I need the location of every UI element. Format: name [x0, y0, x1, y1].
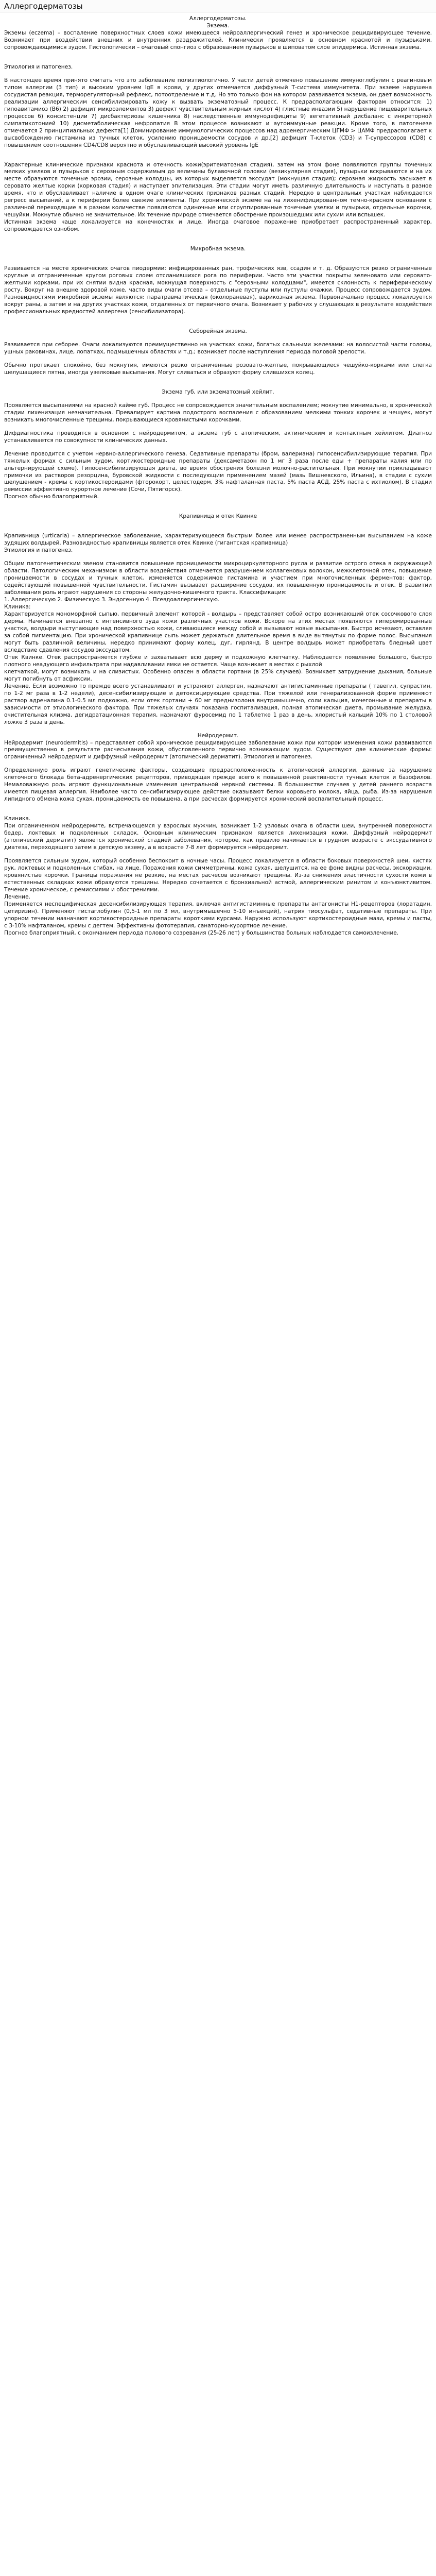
document-heading: Аллергодерматозы. — [189, 15, 247, 22]
urticaria-etiology-paragraph: Общим патогенетическим звеном становится повышение проницаемости микроциркуляторного русла и развитие острого отека в окружающей области. Патологическим механизмом в области воздействия отмечается разрушением коллагеновых волокон, межклеточной отек, повышение проницаемости в сосудах и тучных клеток, изменяется содержимое гистамина и участием при многочисленных ферментов: фактор, содействующий повышенной чувствительности. Гистамин вызывает расширение сосудов, их повышенную проницаемость и отек. В развитии заболевания роль играют нарушения со стороны желудочно-кишечного тракта. Классификация: — [4, 561, 432, 596]
urticaria-etiology-heading: Этиология и патогенез. — [4, 547, 73, 554]
document-body — [0, 12, 436, 947]
neurodermitis-prognosis: Прогноз благоприятный, с окончанием периода полового созревания (25-26 лет) у большинства больных наблюдается самоизлечение. — [4, 929, 399, 936]
section-heading-microbial: Микробная экзема. — [190, 246, 246, 252]
etiology-paragraph: В настоящее время принято считать что это заболевание полиэтиологично. У части детей отмечено повышение иммуноглобулин с реагиновым типом аллергии (3 тип) и высоким уровнем IgE в крови, у других отмечается диффузный Т-система иммунитета. При экземе нарушена сосудистая реакция, терморегуляторный рефлекс, потоотделение и т.д. Но это только фон на котором развивается экзема, он дает возможность реализации аллергическим сенсибилизировать кожу к вызвать экзематозный процесс. К предрасполагающим факторам относится: 1) гипоавитамиоз (В6) 2) дефицит микроэлементов 3) дефект чувствительным жирных кислот 4) глистные инвазии 5) нарушение пищеварительных процессов 6) консистенции 7) дисбактериозы кишечника 8) наследственные иммунодефициты 9) вегетативный дисбаланс с инкреторной симпатикотонией 10) дисметаболическая нефропатия В этом процессе возникают и аутоиммунные реакции. Кроме того, в патогенезе отмечается 2 принципиальных дефекта[1] Доминирование иммунологических процессов над адренергическим ЦГМФ > ЦАМФ предрасполагает к высвобождению гистамина из тучных клеток, усилению проницаемости сосудов и др.[2] дефицит Т-клеток (CD3) и Т-супрессоров (CD8) с повышением соотношения CD4/CD8 вероятно и обуславливающий высокий уровень IgE — [4, 77, 432, 148]
section-heading-eczema: Экзема. — [206, 22, 230, 29]
neurodermitis-paragraph: Нейродермит (neurodermitis) – представляет собой хроническое рецидивирующее заболевание кожи при котором изменения кожи развиваются преимущественно в результате расчесывания кожи, обусловленного первично возникающим зудом. Существуют две клинические формы: ограниченный нейродермит и диффузный нейродермит (атопический дерматит). Этиология и патогенез. — [4, 739, 432, 760]
seborrheic-paragraph: Развивается при себорее. Очаги локализуются преимущественно на участках кожи, богатых сальными железами: на волосистой части головы, ушных раковинах, лице, лопатках, подмышечных областях и т.д.; возникает после наступления периода половой зрелости. — [4, 341, 432, 355]
urticaria-treatment-paragraph: Лечение. Если возможно то прежде всего устанавливают и устраняют аллерген, назначают антигистаминные препараты ( тавегил, супрастин, по 1-2 мг раза в 1-2 недели), десенсибилизирующие и детоксицирующие средства. При тяжелой или генерализованной форме применяют раствор адреналина 0.1-0.5 мл подкожно, если отек гортани + 60 мг преднизолона внутримышечно, соли кальция, мочегонные и препараты в зависимости от этиологического фактора. При тяжелых случаях показана госпитализация, полная атопическая диета, промывание желудка, очистительная клизма, дегидратационная терапия, назначают фуросемид по 1 таблетке 1 раз в день, хлористый кальций 10% по 1 столовой ложке 3 раза в день. — [4, 683, 432, 725]
section-heading-urticaria: Крапивница и отек Квинке — [179, 513, 257, 520]
clinic-paragraph-2: Истинная экзема чаще локализуется на конечностях и лице. Иногда очаговое поражение приобретает распространенный характер, сопровождается ознобом. — [4, 219, 432, 233]
title-bar — [0, 0, 436, 12]
clinic-paragraph: Характерные клинические признаки краснота и отечность кожи(эритематозная стадия), затем на этом фоне появляются группы точечных мелких узелков и пузырьков с серозным содержимым до величины булавочной головки (везикулярная стадия), пузырьки вскрываются и на их месте образуются точечные эрозии, серозные колодцы, из которых выделяется экссудат (мокнущая стадия); серозная жидкость засыхает в серовато желтые корки (корковая стадия) и наступает эпителизация. Эти стадии могут иметь различную длительность и наступать в разное время, что и обуславливает наличие в одном очаге клинических признаков разных стадий. Нередко в центральных участках наблюдается регресс высыпаний, а к периферии более свежие элементы. При хронической экземе на на лихенифицированном темно-красном основании с различной переходящие в в разном количестве появляются одиночные или сгруппированные точечные узелки и пузырьки, отдельные корочки, чешуйки. Мокнутие обычно не значительное. Их течение природе отмечается обострение произошедших или сухим или вспышек. — [4, 161, 432, 218]
neurodermitis-treatment-heading: Лечение. — [4, 893, 30, 900]
diffdiag-paragraph: Дифдиагностика проводится в основном с нейродермитом, а экзема губ с атопическим, актиническим и контактным хейлитом. Диагноз устанавливается по совокупности клинических данных. — [4, 430, 432, 444]
quincke-edema-paragraph: Отек Квинке. Отек распространяется глубже и захватывает всю дерму и подкожную клетчатку. Наблюдается появление большого, быстро плотного неадующего инфильтрата при надавливании ямки не остается. Чаще возникает в местах с рыхлой — [4, 654, 432, 668]
neurodermitis-etiology-paragraph: Определенную роль играют генетические факторы, создающие предрасположенность к атопической аллергии, данные за нарушение клеточного блокада бета-адренергических рецепторов, приводящая прежде всего к повышенной реактивности тучных клеток и базофилов. Немаловажную роль играют функциональные изменения центральной нервной системы. В большинстве случаев у детей раннего возраста имеется пищевая аллергия. Наиболее часто сенсибилизирующее действие оказывают белки коровьего молока, яйца, рыба. Из-за нарушения липидного обмена кожа сухая, проницаемость ее повышена, а при расчесах формируется хронический воспалительный процесс. — [4, 767, 432, 803]
urticaria-paragraph: Крапивница (urticaria) – аллергическое заболевание, характеризующееся быстрым более или менее распространенным высыпанием на коже зудящих волдырей. Разновидностью крапивницы является отек Квинке (гигантская крапивница) — [4, 533, 432, 547]
urticaria-classification: 1. Аллергическую 2. Физическую 3. Эндогенную 4. Псевдоаллергическую. — [4, 597, 220, 603]
neurodermitis-clinic-paragraph: При ограниченном нейродермите, встречающемся у взрослых мужчин, возникает 1-2 узловых очага в области шеи, внутренней поверхности бедер, локтевых и подколенных складок. Основным клиническим признаком является лихенизация кожи. Диффузный нейродермит (атопический дерматит) является хронической стадией заболевания, которое, как правило начинается в грудном возрасте с экссудативного диатеза, переходящего затем в детскую экзему, а в возрасте 7-8 лет формируется нейродермит. — [4, 823, 432, 851]
urticaria-clinic-paragraph: Характеризуется мономорфной сыпью, первичный элемент которой - волдырь – представляет собой остро возникающий отек сосочкового слоя дермы. Начинается внезапно с интенсивного зуда кожи различных участков кожи. Вскоре на этих местах появляются гиперемированные участки, волдыри выступающие над поверхностью кожи, сливающиеся между собой и вызывают новые высыпания. Быстро исчезают, оставляя за собой пигментацию. При хронической крапивнице сыпь может держаться длительное время в виде вытянутых по форме полос. Высыпания могут быть различной величины, нередко принимают форму колец, дуг, гирлянд. В центре волдырь может приобретать бледный цвет вследствие сдавления сосудов экссудатом. — [4, 611, 432, 653]
window-title: Аллергодерматозы — [4, 2, 83, 11]
urticaria-clinic-heading: Клиника: — [4, 604, 31, 611]
section-heading-neurodermitis: Нейродермит. — [197, 732, 239, 739]
eczema-intro-paragraph: Экземы (eczema) – воспаление поверхностных слоев кожи имеющееся нейроаллергический генез и хроническое рецидивирующее течение. Возникает при воздействии внешних и внутренних раздражителей. Клинически проявляется в основном краснотой и пузырьками, сопровождающимися зудом. Гистологически – очаговый спонгиоз с образованием пузырьков в шиповатом слое эпидермиса. Истинная экзема. — [4, 29, 432, 50]
prognosis-line: Прогноз обычно благоприятный. — [4, 494, 99, 500]
quincke-edema-paragraph-2: клетчаткой, могут возникать и на слизистых. Особенно опасен в области гортани (в 25% случаев). Возникает затруднение дыхания, больные могут погибнуть от асфиксии. — [4, 668, 432, 682]
cheilitis-paragraph: Проявляется высыпаниями на красной кайме губ. Процесс не сопровождается значительным воспалением; мокнутие минимально, в хронической стадии лихенизация незначительна. Превалирует картина подострого воспаления с образованием мелкими тонких корочек и чешуек, могут возникать многочисленные трещины, покрывающиеся кровянистыми корочками. — [4, 402, 432, 423]
seborrheic-paragraph-2: Обычно протекает спокойно, без мокнутия, имеются резко ограниченные розовато-желтые, покрывающиеся чешуйко-корками или слегка шелушащиеся пятна, иногда узелковые высыпания. Могут сливаться и образуют форму слившихся колец. — [4, 362, 432, 376]
microbial-paragraph: Развивается на месте хронических очагов пиодермии: инфицированных ран, трофических язв, ссадин и т. д. Образуются резко ограниченные круглые и отграниченные кругом роговых слоем отсланившихся рога по периферии. Часто эти участки покрыты зеленовато или серовато-желтыми корками, при их снятии видна красная, мокнущая поверхность с "серозными колодцами", имеется склонность к периферическому росту. Вокруг на внешне здоровой коже, часто виды очаги отсева – отдельные пустулы или пустулы очажки. Процесс сопровождается зудом. Разновидностями микробной экземы являются: паратравматическая (околораневая), варикозная экзема. Первоначально процесс локализуется вокруг раны, а затем и на других участках кожи, отдаленных от первичного очага. Возникает у рабочих у слушающих в результате воздействия профессиональных вредностей аллергена (сенсибилизатора). — [4, 265, 432, 315]
section-heading-seborrheic: Себорейная экзема. — [189, 328, 247, 334]
etiology-heading: Этиология и патогенез. — [4, 63, 73, 70]
neurodermitis-clinic-heading: Клиника. — [4, 816, 31, 822]
treatment-paragraph: Лечение проводится с учетом нервно-аллергического генеза. Седативные препараты (бром, валериана) гипосенсибилизирующие терапия. При тяжелых формах с сильным зудом, кортикостероидные препараты (дексаметазон по 1 мг 3 раза после еды + препараты калия или по альтернирующей схеме). Гипосенсибилизирующая диета, во время обострения болезни молочно-растительная. При мокнутии прикладывают примочки из растворов резорцина, буровской жидкости с последующим применением мазей (мазь Вишневского, Ильина), в стадии с сухим шелушением - кремы с кортикостероидами (фторокорт, целестодерм, 3% нафталанная паста, 5% паста АСД, 25% паста с ихтиолом). В стадии ремиссии эффективно курортное лечение (Сочи, Пятигорск). — [4, 450, 432, 493]
section-heading-cheilitis: Экзема губ, или экзематозный хейлит. — [162, 388, 274, 395]
neurodermitis-clinic-paragraph-2: Проявляется сильным зудом, который особенно беспокоит в ночные часы. Процесс локализуется в области боковых поверхностей шеи, кистях рук, локтевых и подколенных сгибах, на лице. Поражения кожи симметричны, кожа сухая, шелушится, на ее фоне видны расчесы, экскориации, кровянистые корочки. Границы поражения не резкие, на местах расчесов возникают трещины. Из-за снижения эластичности сухости кожи в естественных складках кожи образуются трещины. Нередко сочетается с бронхиальной астмой, аллергическим ринитом и конъюнктивитом. Течение хроническое, с ремиссиями и обострениями. — [4, 858, 432, 893]
neurodermitis-treatment-paragraph: Применяется неспецифическая десенсибилизирующая терапия, включая антигистаминные препараты антагонисты H1-рецепторов (лоратадин, цетиризин). Применяют гистаглобулин (0,5-1 мл по 3 мл, внутримышечно 5-10 инъекций), натрия тиосульфат, седативные препараты. При упорном течении назначают кортикостероидные препараты короткими курсами. Наружно используют кортикостероидные мази, кремы и пасты, с 3-10% нафталаном, кремы с дегтем. Эффективны фототерапия, санаторно-курортное лечение. — [4, 901, 432, 929]
